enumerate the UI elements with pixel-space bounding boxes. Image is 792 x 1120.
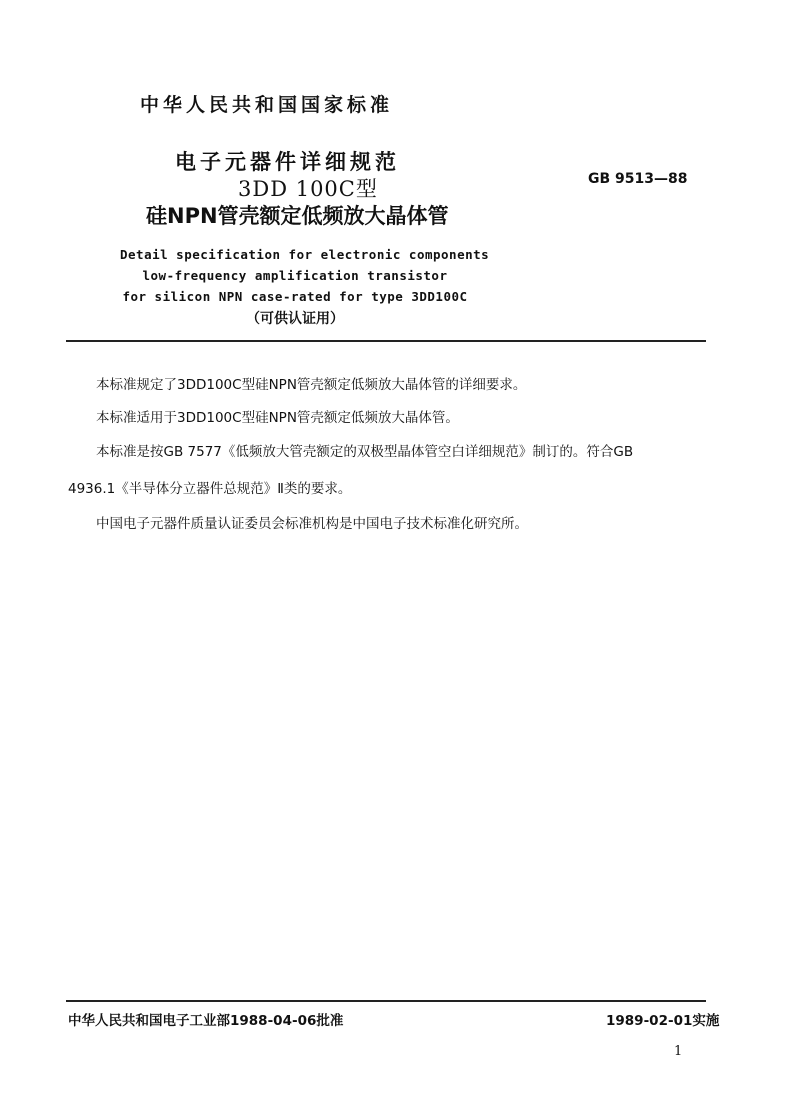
document-title-line1: 电子元器件详细规范 xyxy=(175,150,400,174)
approval-date: 中华人民共和国电子工业部1988-04-06批准 xyxy=(68,1013,344,1029)
body-paragraph-basis-line1: 本标准是按GB 7577《低频放大管壳额定的双极型晶体管空白详细规范》制订的。符合GB xyxy=(96,444,634,460)
english-title-line3: for silicon NPN case-rated for type 3DD100C xyxy=(122,289,468,304)
certification-note: （可供认证用） xyxy=(246,311,344,327)
document-title-line2: 硅NPN管壳额定低频放大晶体管 xyxy=(146,204,449,228)
body-paragraph-applicability: 本标准适用于3DD100C型硅NPN管壳额定低频放大晶体管。 xyxy=(96,410,459,426)
body-paragraph-basis-line2: 4936.1《半导体分立器件总规范》Ⅱ类的要求。 xyxy=(68,481,352,497)
english-title-line2: low-frequency amplification transistor xyxy=(142,268,448,283)
model-designation: 3DD 100C型 xyxy=(238,177,378,201)
footer-divider xyxy=(66,1000,706,1002)
standard-number: GB 9513—88 xyxy=(588,171,688,187)
body-paragraph-authority: 中国电子元器件质量认证委员会标准机构是中国电子技术标准化研究所。 xyxy=(96,516,528,532)
english-title-line1: Detail specification for electronic components xyxy=(120,247,490,262)
page-number: 1 xyxy=(674,1044,683,1059)
effective-date: 1989-02-01实施 xyxy=(606,1013,720,1029)
body-paragraph-scope: 本标准规定了3DD100C型硅NPN管壳额定低频放大晶体管的详细要求。 xyxy=(96,377,527,393)
header-divider xyxy=(66,340,706,342)
english-title xyxy=(120,244,490,307)
national-standard-heading: 中华人民共和国国家标准 xyxy=(140,94,394,116)
